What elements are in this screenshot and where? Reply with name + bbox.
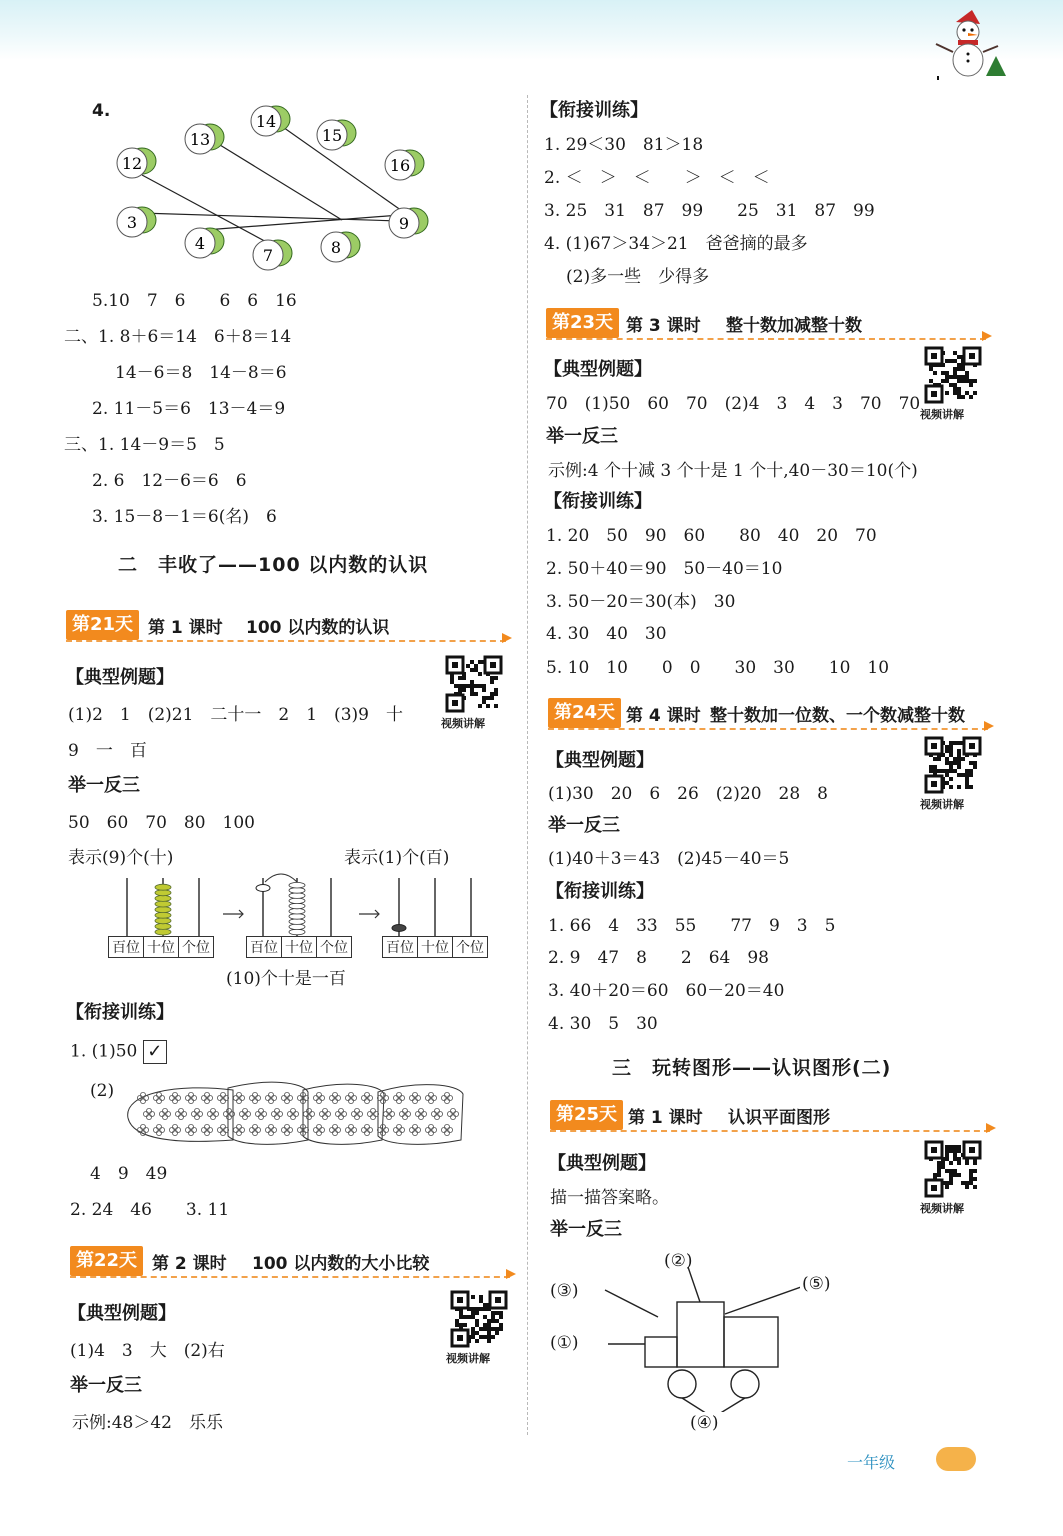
column-divider <box>527 95 528 1435</box>
flower-icon <box>313 1124 324 1135</box>
example-answer: (1)4 3 大 (2)右 <box>70 1341 225 1361</box>
place-ones: 个位 <box>179 936 214 958</box>
example-answer-line1: (1)2 1 (2)21 二十一 2 1 (3)9 十 <box>68 705 403 725</box>
training-t4: 4. 30 5 30 <box>548 1014 658 1034</box>
abacus-bead <box>289 888 305 894</box>
unit-2-title: 二 丰收了——100 以内数的认识 <box>118 554 429 576</box>
abacus-bead <box>289 919 305 925</box>
training-t3: 3. 40＋20＝60 60－20＝40 <box>548 981 785 1001</box>
cabbage-number: 14 <box>255 112 277 131</box>
day-21-header <box>66 610 506 640</box>
cabbage-number: 16 <box>389 156 411 175</box>
qr-caption: 视频讲解 <box>441 717 485 730</box>
qr-pattern <box>445 655 503 713</box>
abacus-bead <box>155 912 171 918</box>
flower-icon <box>153 1092 164 1103</box>
flower-icon <box>159 1108 170 1119</box>
training-q1-1 <box>70 1040 167 1064</box>
flower-icon <box>313 1092 324 1103</box>
example-heading: 【典型例题】 <box>66 667 174 688</box>
qr-caption: 视频讲解 <box>920 408 964 421</box>
cabbage-number: 8 <box>330 238 342 257</box>
abacus-bead <box>289 882 305 888</box>
flower-icon <box>239 1108 250 1119</box>
place-hundreds: 百位 <box>108 936 144 958</box>
flower-icon <box>191 1108 202 1119</box>
flower-icon <box>319 1108 330 1119</box>
flower-icon <box>335 1108 346 1119</box>
training-heading: 【衔接训练】 <box>546 881 654 902</box>
flower-icon <box>367 1108 378 1119</box>
cabbage-number: 9 <box>398 214 410 233</box>
cabbage-number: 4 <box>194 234 206 253</box>
qr-pattern <box>924 346 982 404</box>
flower-icon <box>281 1124 292 1135</box>
flower-icon <box>169 1092 180 1103</box>
flower-icon <box>233 1092 244 1103</box>
abacus-bead <box>289 898 305 904</box>
cabbage-icon <box>253 240 292 270</box>
training-q2-q3: 2. 24 46 3. 11 <box>70 1200 230 1220</box>
cabbage-icon <box>117 148 156 178</box>
day-25-header <box>550 1100 990 1130</box>
lesson-topic: 100 以内数的认识 <box>246 618 390 638</box>
flower-icon <box>303 1108 314 1119</box>
footer-grade: 一年级 <box>847 1453 896 1472</box>
place-hundreds: 百位 <box>382 936 418 958</box>
lesson-topic: 整十数加减整十数 <box>726 316 862 336</box>
unit-3-title: 三 玩转图形——认识图形(二) <box>612 1057 892 1079</box>
abacus-bead <box>155 890 171 896</box>
flower-icon <box>169 1124 180 1135</box>
flower-icon <box>351 1108 362 1119</box>
cabbage-icon <box>389 208 428 238</box>
truck-label-2: (②) <box>664 1251 693 1271</box>
grouped-dots-figure <box>118 1078 498 1148</box>
flower-icon <box>361 1124 372 1135</box>
abacus-caption-left: 表示(9)个(十) <box>68 848 174 868</box>
cabbage-icon <box>185 124 224 154</box>
part2-q2: 2. 11－5＝6 13－4＝9 <box>92 399 286 419</box>
training-t3: 3. 50－20＝30(本) 30 <box>546 592 736 612</box>
part2-q1-line2: 14－6＝8 14－8＝6 <box>115 363 287 383</box>
qr-pattern <box>924 1140 982 1198</box>
lesson-number: 第 4 课时 <box>626 706 701 726</box>
qr-code-icon[interactable] <box>920 1140 986 1215</box>
qr-code-icon[interactable] <box>920 346 986 421</box>
cabbage-number: 13 <box>189 130 211 149</box>
example-heading: 【典型例题】 <box>68 1303 176 1324</box>
part2-q1-line1: 二、1. 8＋6＝14 6＋8＝14 <box>64 327 292 347</box>
flower-icon <box>217 1124 228 1135</box>
example-heading: 【典型例题】 <box>548 1153 656 1174</box>
abacus-caption-bottom: (10)个十是一百 <box>226 969 346 989</box>
cabbage-number: 7 <box>262 246 274 265</box>
flower-icon <box>207 1108 218 1119</box>
part3-q2: 2. 6 12－6＝6 6 <box>92 471 247 491</box>
flower-icon <box>399 1108 410 1119</box>
flower-icon <box>265 1092 276 1103</box>
flower-icon <box>361 1092 372 1103</box>
question-5-answer: 5.10 7 6 6 6 16 <box>92 291 297 311</box>
example-answer-line2: 9 一 百 <box>68 741 147 761</box>
day-badge: 第22天 <box>70 1246 143 1276</box>
truck-label-4: (④) <box>690 1413 719 1433</box>
flower-icon <box>431 1108 442 1119</box>
flower-icon <box>255 1108 266 1119</box>
truck-figure <box>600 1262 800 1412</box>
cabbage-icon <box>117 207 156 237</box>
training-heading: 【衔接训练】 <box>66 1002 174 1023</box>
truck-label-5: (⑤) <box>802 1274 831 1294</box>
flower-icon <box>383 1108 394 1119</box>
qr-code-icon[interactable] <box>446 1290 512 1365</box>
example-answer: 描一描答案略。 <box>550 1188 669 1208</box>
training-r4: 4. (1)67＞34＞21 爸爸摘的最多 <box>544 234 808 254</box>
truck-label-1: (①) <box>550 1333 579 1353</box>
cabbage-number: 3 <box>126 213 138 232</box>
training-t2: 2. 9 47 8 2 64 98 <box>548 948 769 968</box>
day-badge: 第24天 <box>548 698 621 728</box>
flower-icon <box>409 1092 420 1103</box>
training-q1-1-text: 1. (1)50 <box>70 1041 138 1062</box>
flower-icon <box>415 1108 426 1119</box>
training-r2: 2. ＜ ＞ ＜ ＞ ＜ ＜ <box>544 168 770 188</box>
abacus-bead <box>155 901 171 907</box>
flower-icon <box>185 1124 196 1135</box>
training-r1: 1. 29＜30 81＞18 <box>544 135 704 155</box>
abacus-bead <box>155 929 171 935</box>
cabbage-icon <box>321 232 360 262</box>
training-heading: 【衔接训练】 <box>544 491 652 512</box>
day-24-header <box>548 698 988 728</box>
qr-code-icon[interactable] <box>920 736 986 811</box>
training-heading: 【衔接训练】 <box>540 100 648 121</box>
flower-icon <box>345 1092 356 1103</box>
training-q1-3: 4 9 49 <box>90 1164 168 1184</box>
flower-icon <box>185 1092 196 1103</box>
lesson-number: 第 3 课时 <box>626 316 701 336</box>
place-value-row-1 <box>108 936 214 958</box>
training-t2: 2. 50＋40＝90 50－40＝10 <box>546 559 783 579</box>
flower-icon <box>265 1124 276 1135</box>
jyfs-heading: 举一反三 <box>548 815 620 836</box>
qr-pattern <box>450 1290 508 1348</box>
abacus-bead <box>289 914 305 920</box>
part3-q3: 3. 15－8－1＝6(名) 6 <box>92 507 277 527</box>
part3-q1: 三、1. 14－9＝5 5 <box>64 435 225 455</box>
qr-caption: 视频讲解 <box>446 1352 490 1365</box>
place-value-row-3 <box>382 936 488 958</box>
lesson-number: 第 1 课时 <box>148 618 223 638</box>
abacus-bead <box>155 907 171 913</box>
day-badge: 第21天 <box>66 610 139 640</box>
day-22-header <box>70 1246 510 1276</box>
flower-icon <box>441 1092 452 1103</box>
place-tens: 十位 <box>144 936 179 958</box>
qr-caption: 视频讲解 <box>920 1202 964 1215</box>
place-ones: 个位 <box>317 936 352 958</box>
flower-icon <box>281 1092 292 1103</box>
snowman-icon <box>928 6 1008 86</box>
abacus-bead <box>155 884 171 890</box>
training-t5: 5. 10 10 0 0 30 30 10 10 <box>546 658 890 678</box>
flower-icon <box>153 1124 164 1135</box>
flower-icon <box>425 1124 436 1135</box>
truck-label-3: (③) <box>550 1281 579 1301</box>
lesson-number: 第 1 课时 <box>628 1108 703 1128</box>
place-hundreds: 百位 <box>246 936 282 958</box>
jyfs-answer: 示例:4 个十减 3 个十是 1 个十,40－30＝10(个) <box>548 461 918 481</box>
jyfs-heading: 举一反三 <box>550 1219 622 1240</box>
training-q1-2-label: (2) <box>90 1081 115 1101</box>
cabbage-number: 12 <box>121 154 143 173</box>
place-ones: 个位 <box>453 936 488 958</box>
abacus-caption-right: 表示(1)个(百) <box>344 848 450 868</box>
cabbage-matching-figure <box>100 95 440 280</box>
cabbage-number: 15 <box>321 126 343 145</box>
flower-icon <box>217 1092 228 1103</box>
flower-icon <box>447 1108 458 1119</box>
training-t4: 4. 30 40 30 <box>546 624 667 644</box>
flower-icon <box>329 1124 340 1135</box>
training-r3: 3. 25 31 87 99 25 31 87 99 <box>544 201 875 221</box>
cabbage-icon <box>385 150 424 180</box>
abacus-bead <box>289 903 305 909</box>
example-answer: 70 (1)50 60 70 (2)4 3 4 3 70 70 <box>546 394 921 414</box>
day-23-header <box>546 308 986 338</box>
qr-code-icon[interactable] <box>441 655 507 730</box>
jyfs-answer: (1)40＋3＝43 (2)45－40＝5 <box>548 849 790 869</box>
place-tens: 十位 <box>418 936 453 958</box>
example-heading: 【典型例题】 <box>544 359 652 380</box>
flower-icon <box>329 1092 340 1103</box>
flower-icon <box>143 1108 154 1119</box>
lesson-topic: 整十数加一位数、一个数减整十数 <box>710 706 965 726</box>
flower-icon <box>271 1108 282 1119</box>
lesson-number: 第 2 课时 <box>152 1254 227 1274</box>
flower-icon <box>393 1124 404 1135</box>
qr-pattern <box>924 736 982 794</box>
flower-icon <box>377 1092 388 1103</box>
abacus-bead <box>289 929 305 935</box>
flower-icon <box>201 1124 212 1135</box>
cabbage-icon <box>185 228 224 258</box>
abacus-bead <box>289 893 305 899</box>
top-decorative-band <box>0 0 1063 60</box>
qr-caption: 视频讲解 <box>920 798 964 811</box>
example-heading: 【典型例题】 <box>546 750 654 771</box>
day-badge: 第25天 <box>550 1100 623 1130</box>
place-value-row-2 <box>246 936 352 958</box>
abacus-bead <box>289 924 305 930</box>
jyfs-heading: 举一反三 <box>68 775 140 796</box>
cabbages-top-row <box>117 106 424 180</box>
flower-icon <box>425 1092 436 1103</box>
day-badge: 第23天 <box>546 308 619 338</box>
question-4-label: 4. <box>92 101 111 121</box>
abacus-bead <box>155 923 171 929</box>
training-r4b: (2)多一些 少得多 <box>566 267 710 287</box>
flower-icon <box>441 1124 452 1135</box>
flower-icon <box>175 1108 186 1119</box>
jyfs-heading: 举一反三 <box>70 1375 142 1396</box>
flower-icon <box>409 1124 420 1135</box>
cabbage-icon <box>251 106 290 136</box>
flower-icon <box>393 1092 404 1103</box>
flower-icon <box>345 1124 356 1135</box>
flower-icon <box>249 1124 260 1135</box>
checkmark-box: ✓ <box>143 1040 167 1064</box>
place-tens: 十位 <box>282 936 317 958</box>
lesson-topic: 100 以内数的大小比较 <box>252 1254 430 1274</box>
flower-icon <box>249 1092 260 1103</box>
jyfs-heading: 举一反三 <box>546 426 618 447</box>
cabbage-icon <box>317 120 356 150</box>
abacus-bead <box>155 918 171 924</box>
jyfs-answer: 示例:48＞42 乐乐 <box>72 1413 223 1433</box>
flower-icon <box>233 1124 244 1135</box>
jyfs-answer: 50 60 70 80 100 <box>68 813 255 833</box>
abacus-bead <box>155 895 171 901</box>
example-answer: (1)30 20 6 26 (2)20 28 8 <box>548 784 828 804</box>
training-t1: 1. 20 50 90 60 80 40 20 70 <box>546 526 877 546</box>
flower-icon <box>201 1092 212 1103</box>
flower-icon <box>137 1092 148 1103</box>
training-t1: 1. 66 4 33 55 77 9 3 5 <box>548 916 836 936</box>
abacus-bead <box>289 908 305 914</box>
page-number-badge <box>936 1447 976 1471</box>
lesson-topic: 认识平面图形 <box>728 1108 830 1128</box>
flower-icon <box>287 1108 298 1119</box>
